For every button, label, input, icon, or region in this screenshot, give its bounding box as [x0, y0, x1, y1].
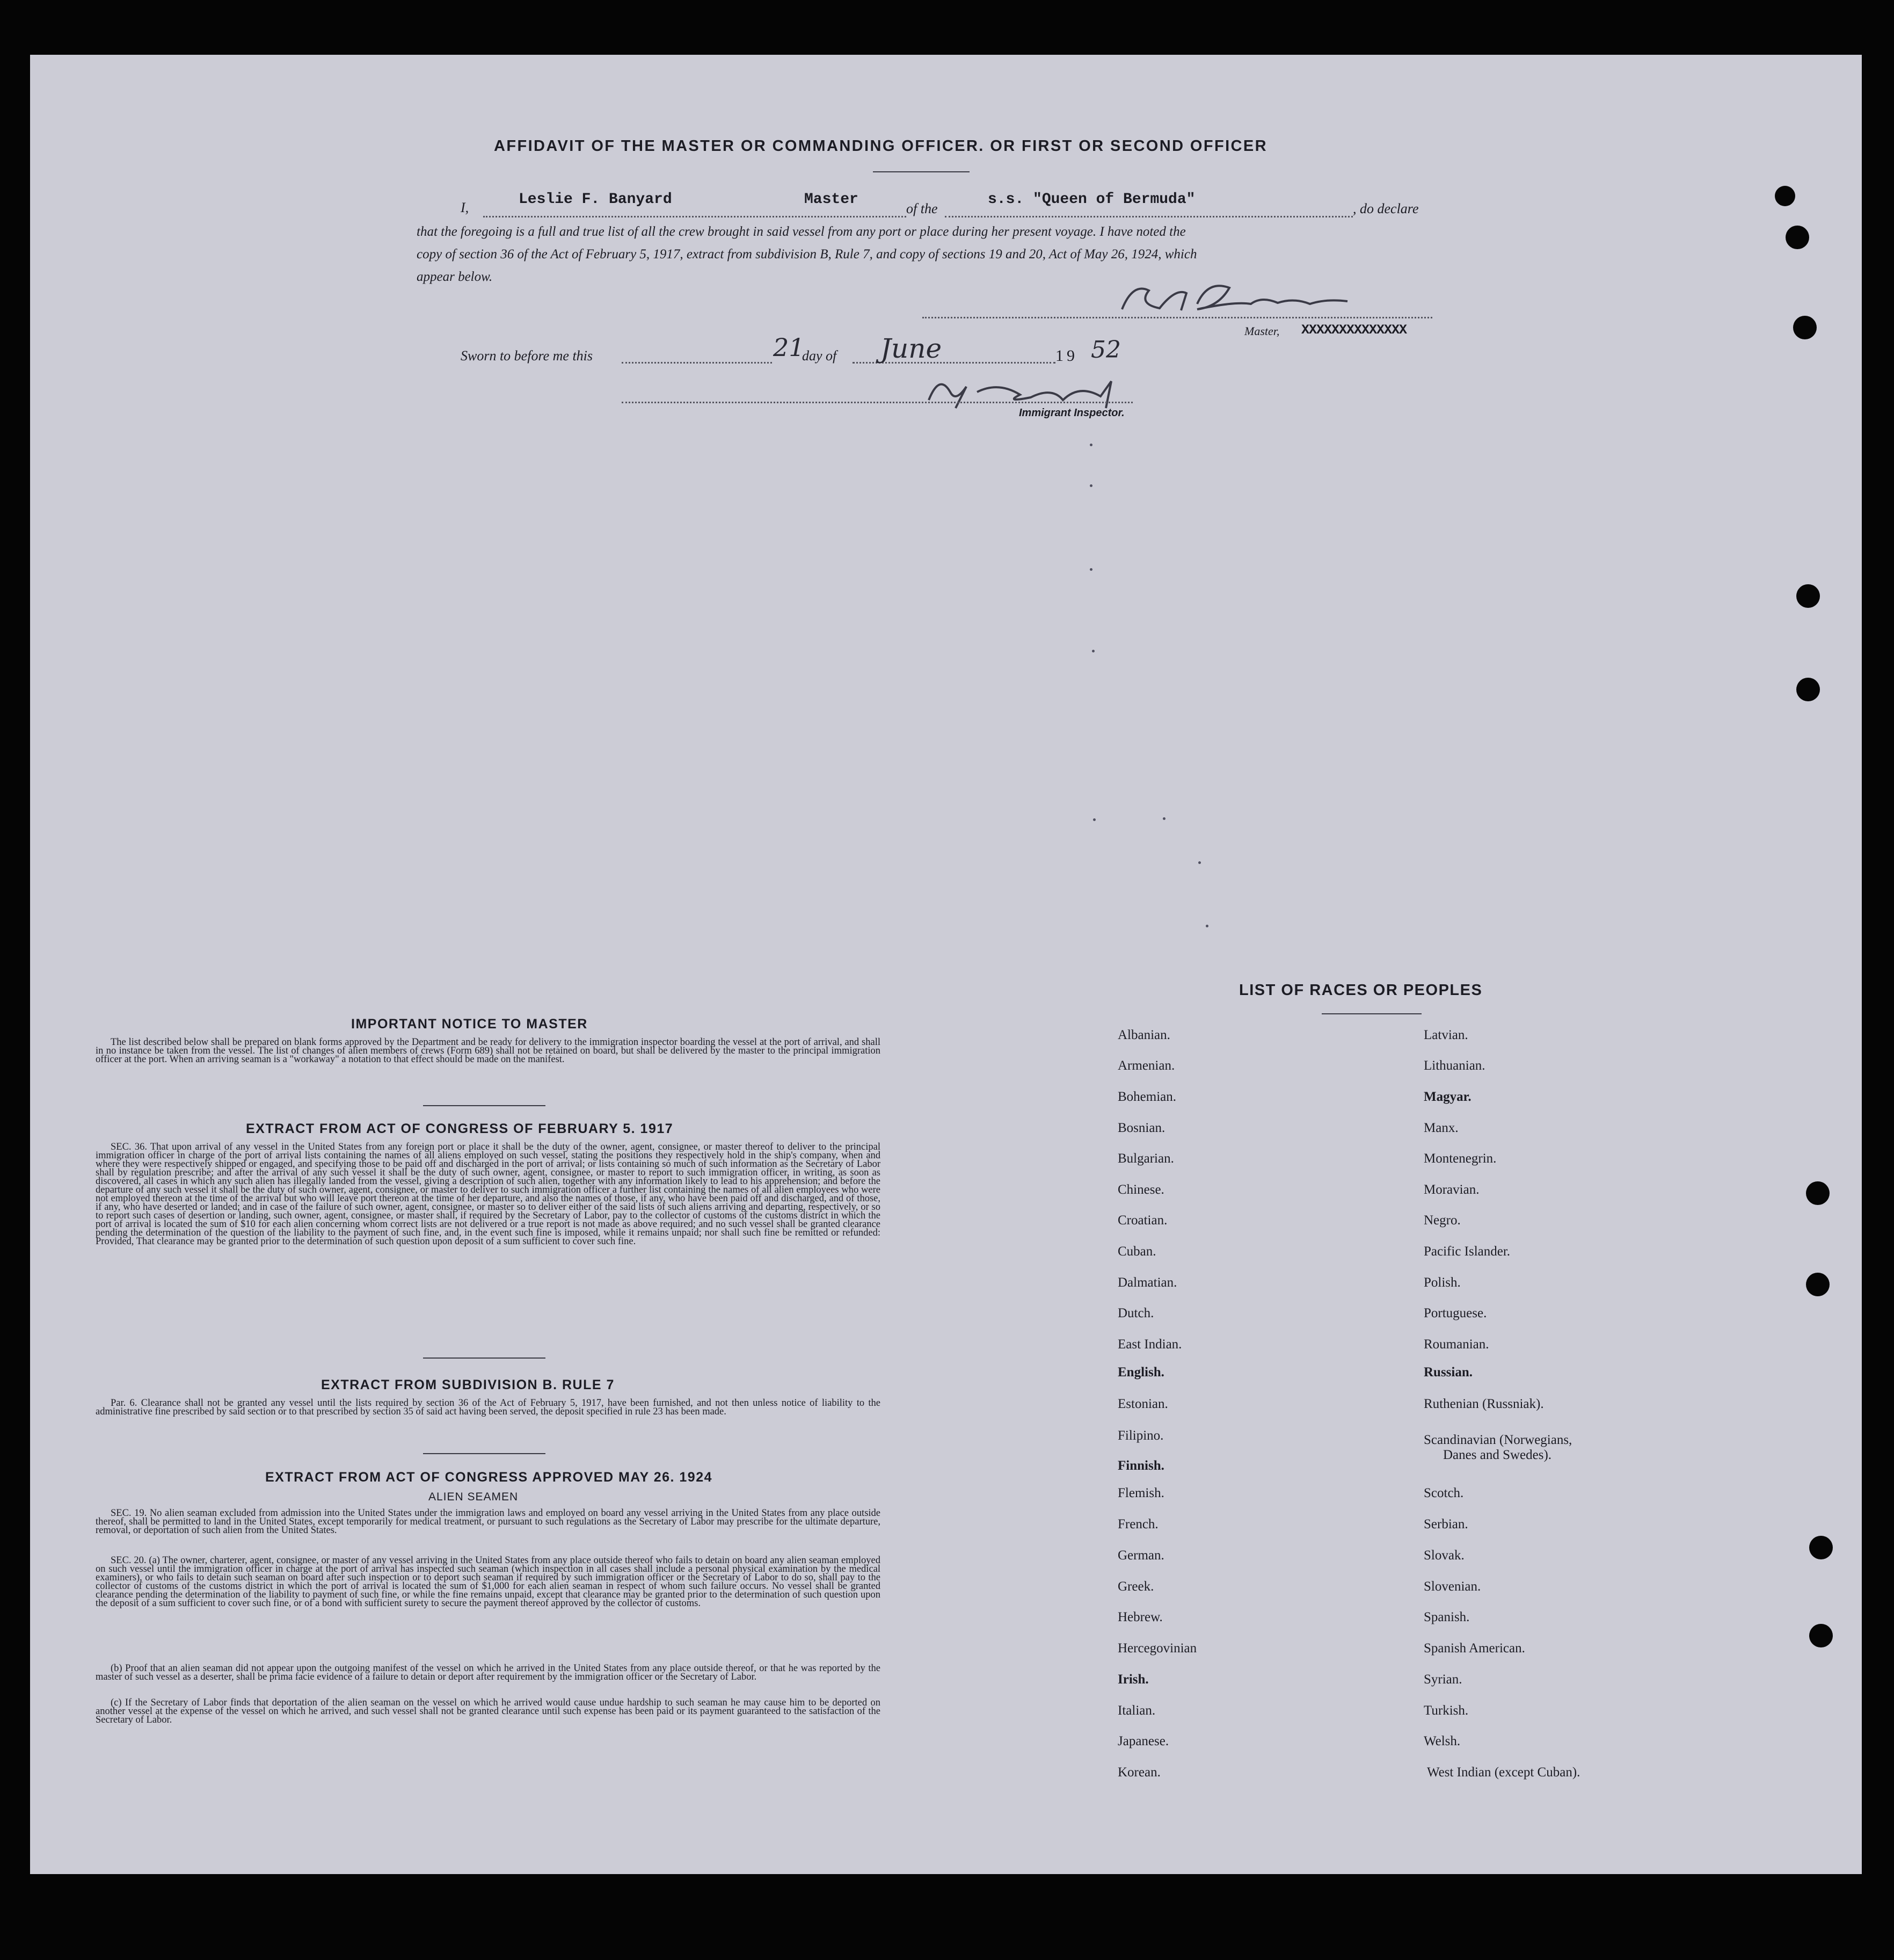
- sworn-month: June: [880, 333, 942, 364]
- act1924-sec20b: (b) Proof that an alien seaman did not appear upon the outgoing manifest of the vessel on which he arrived in the United States from any place outside thereof, or that he was reported by the master of such vessel as a deserter, shall be prima facie evidence of a failure to detain or deport after requirement by the immigration officer or the Secretary of Labor.: [96, 1663, 880, 1682]
- binder-hole: [1796, 584, 1820, 608]
- master-caption: Master,: [1244, 324, 1280, 338]
- act1917-text: SEC. 36. That upon arrival of any vessel in the United States from any foreign port or place it shall be the duty of the owner, agent, consignee, or master thereof to deliver to the principal immigration officer in charge of the port of arrival lists containing the names of all aliens employed on such vessel, stating the positions they respectively hold in the ship's company, when and where they were respectively shipped or engaged, and specifying those to be paid off and discharged in the port of arrival; or lists containing so much of such information as the Secretary of Labor shall by regulation prescribe; and after the arrival of any such vessel it shall be the duty of such owner, agent, consignee, or master to report to such immigration officer, in writing, as soon as discovered, all cases in which any such alien has illegally landed from the vessel, giving a description of such alien, together with any information likely to lead to his apprehension; and before the departure of any such vessel it shall be the duty of such owner, agent, consignee, or master to deliver to such immigration officer a further list containing the names of all alien employees who were not employed thereon at the time of the arrival but who will leave port thereon at the time of her departure, and also the names of those, if any, who have been paid off and discharged, and of those, if any, who have deserted or landed; and in case of the failure of such owner, agent, consignee, or master so to deliver either of the said lists of such aliens arriving and departing, respectively, or so to report such cases of desertion or landing, such owner, agent, consignee, or master shall, if required by the Secretary of Labor, pay to the collector of customs of the customs district in which the port of arrival is located the sum of $10 for each alien concerning whom correct lists are not delivered or a true report is not made as above required; and no such vessel shall be granted clearance pending the determination of the question of the liability to the payment of such fine, and, in the event such fine is imposed, while it remains unpaid; nor shall such fine be remitted or refunded: Provided, That clearance may be granted prior to the determination of such question upon deposit of a sum sufficient to cover such fine.: [96, 1142, 880, 1247]
- race-item: Japanese.: [1118, 1734, 1169, 1748]
- race-item: Latvian.: [1424, 1028, 1468, 1042]
- binder-hole: [1796, 678, 1820, 701]
- speck: [1093, 818, 1096, 821]
- binder-hole: [1786, 226, 1809, 249]
- race-item: Greek.: [1118, 1579, 1154, 1594]
- race-item: Hercegovinian: [1118, 1641, 1197, 1656]
- race-item: Hebrew.: [1118, 1610, 1163, 1624]
- inspector-caption: Immigrant Inspector.: [1019, 407, 1125, 419]
- races-divider: [1322, 1013, 1422, 1014]
- do-declare-label: , do declare: [1353, 201, 1419, 216]
- binder-hole: [1775, 186, 1795, 206]
- race-item: Filipino.: [1118, 1428, 1164, 1443]
- race-item: Turkish.: [1424, 1703, 1469, 1718]
- race-item: Montenegrin.: [1424, 1151, 1497, 1166]
- affidavit-line-1: that the foregoing is a full and true list of all the crew brought in said vessel from any port or place during her present voyage. I have noted the: [417, 224, 1186, 239]
- race-item: Bosnian.: [1118, 1121, 1165, 1135]
- sworn-day-line: [622, 362, 772, 364]
- race-item: Scotch.: [1424, 1486, 1464, 1500]
- race-item: Albanian.: [1118, 1028, 1170, 1042]
- act1924-title: EXTRACT FROM ACT OF CONGRESS APPROVED MAY 26. 1924: [265, 1470, 713, 1485]
- race-item: Estonian.: [1118, 1397, 1168, 1411]
- struck-titles: XXXXXXXXXXXXXX: [1301, 322, 1407, 338]
- binder-hole: [1809, 1624, 1833, 1647]
- name-line: [483, 216, 906, 217]
- vessel-line: [945, 216, 1353, 217]
- race-item: Bulgarian.: [1118, 1151, 1174, 1166]
- race-item: Flemish.: [1118, 1486, 1164, 1500]
- notice-title: IMPORTANT NOTICE TO MASTER: [351, 1017, 588, 1032]
- race-item: Irish.: [1118, 1672, 1149, 1687]
- race-item: Welsh.: [1424, 1734, 1461, 1748]
- speck: [1090, 484, 1092, 487]
- master-name: Leslie F. Banyard: [519, 191, 672, 208]
- race-item: Dalmatian.: [1118, 1275, 1177, 1290]
- section-divider: [423, 1453, 545, 1454]
- declarant-pronoun: I,: [461, 200, 469, 215]
- speck: [1092, 650, 1095, 652]
- race-item: Polish.: [1424, 1275, 1461, 1290]
- race-item: Slovak.: [1424, 1548, 1465, 1563]
- race-item: Moravian.: [1424, 1182, 1480, 1197]
- year-prefix: 19: [1055, 347, 1078, 365]
- title-divider: [873, 171, 970, 172]
- race-item: Spanish.: [1424, 1610, 1470, 1624]
- race-item: Italian.: [1118, 1703, 1156, 1718]
- race-item: Scandinavian (Norwegians,: [1424, 1433, 1572, 1447]
- race-item: East Indian.: [1118, 1337, 1182, 1352]
- affidavit-line-3: appear below.: [417, 270, 493, 284]
- binder-hole: [1793, 316, 1817, 339]
- vessel-name: s.s. "Queen of Bermuda": [988, 191, 1196, 208]
- race-item: Slovenian.: [1424, 1579, 1481, 1594]
- race-item: Chinese.: [1118, 1182, 1164, 1197]
- race-item: Dutch.: [1118, 1306, 1154, 1320]
- act1917-title: EXTRACT FROM ACT OF CONGRESS OF FEBRUARY 5. 1917: [246, 1121, 674, 1136]
- race-item: Russian.: [1424, 1365, 1473, 1380]
- binder-hole: [1806, 1273, 1830, 1296]
- race-item: Serbian.: [1424, 1517, 1468, 1531]
- binder-hole: [1809, 1536, 1833, 1559]
- race-item: English.: [1118, 1365, 1164, 1380]
- race-item: Danes and Swedes).: [1443, 1448, 1552, 1462]
- section-divider: [423, 1358, 545, 1359]
- speck: [1206, 925, 1208, 927]
- race-item: Syrian.: [1424, 1672, 1462, 1687]
- section-divider: [423, 1105, 545, 1106]
- sworn-prefix: Sworn to before me this: [461, 348, 593, 364]
- race-item: West Indian (except Cuban).: [1427, 1765, 1580, 1780]
- race-item: Magyar.: [1424, 1090, 1472, 1104]
- race-item: Portuguese.: [1424, 1306, 1487, 1320]
- speck: [1090, 444, 1092, 446]
- binder-hole: [1806, 1181, 1830, 1205]
- races-title: LIST OF RACES OR PEOPLES: [1239, 982, 1483, 999]
- position: Master: [804, 191, 858, 208]
- race-item: Armenian.: [1118, 1058, 1175, 1073]
- master-signature: [1117, 277, 1364, 320]
- inspector-signature-line: [622, 402, 1133, 403]
- speck: [1090, 568, 1092, 571]
- day-of-label: day of: [802, 348, 837, 364]
- race-item: Roumanian.: [1424, 1337, 1489, 1352]
- race-item: Spanish American.: [1424, 1641, 1525, 1656]
- affidavit-title: AFFIDAVIT OF THE MASTER OR COMMANDING OFFICER. OR FIRST OR SECOND OFFICER: [494, 137, 1267, 155]
- race-item: Lithuanian.: [1424, 1058, 1485, 1073]
- race-item: Ruthenian (Russniak).: [1424, 1397, 1544, 1411]
- act1924-sec20c: (c) If the Secretary of Labor finds that deportation of the alien seaman on the vessel on which he arrived would cause undue hardship to such seaman he may cause him to be deported on another vessel at the expense of the vessel on which he arrived, and such vessel shall not be granted clearance until such expense has been paid or its payment guaranteed to the satisfaction of the Secretary of Labor.: [96, 1697, 880, 1725]
- race-item: Bohemian.: [1118, 1090, 1177, 1104]
- rule7-title: EXTRACT FROM SUBDIVISION B. RULE 7: [321, 1377, 615, 1392]
- act1924-sec20a: SEC. 20. (a) The owner, charterer, agent, consignee, or master of any vessel arriving in the United States from any place outside thereof who fails to detain on board any alien seaman employed on such vessel until the immigration officer in charge at the port of arrival has inspected such seaman (which inspection in all cases shall include a personal physical examination by the medical examiners), or who fails to detain such seaman on board after such inspection or to deport such seaman if required by such immigration officer or the Secretary of Labor to do so, shall pay to the collector of customs of the customs district in which the port of arrival is located the sum of $1,000 for each alien seaman in respect of whom such failure occurs. No vessel shall be granted clearance pending the determination of the liability to payment of such fine, or while the fine remains unpaid, except that clearance may be granted prior to the determination of such question upon the deposit of a sum sufficient to cover such fine, or of a bond with sufficient surety to secure the payment thereof approved by the collector of customs.: [96, 1555, 880, 1609]
- race-item: Manx.: [1424, 1121, 1459, 1135]
- year-suffix: 52: [1091, 336, 1121, 364]
- master-signature-line: [922, 317, 1432, 318]
- speck: [1198, 861, 1201, 864]
- race-item: Cuban.: [1118, 1244, 1156, 1259]
- sworn-day: 21: [773, 333, 805, 362]
- act1924-sec19: SEC. 19. No alien seaman excluded from admission into the United States under the immigration laws and employed on board any vessel arriving in the United States from any place outside thereof, shall be permitted to land in the United States, except temporarily for medical treatment, or pursuant to such regulations as the Secretary of Labor may prescribe for the ultimate departure, removal, or deportation of such alien from the United States.: [96, 1508, 880, 1536]
- rule7-text: Par. 6. Clearance shall not be granted any vessel until the lists required by section 36 of the Act of February 5, 1917, have been furnished, and not then unless notice of liability to the administrative fine prescribed by said section or to that prescribed by section 35 of said act having been served, the deposit specified in rule 23 has been made.: [96, 1398, 880, 1417]
- race-item: Croatian.: [1118, 1213, 1168, 1228]
- race-item: Pacific Islander.: [1424, 1244, 1511, 1259]
- race-item: French.: [1118, 1517, 1159, 1531]
- race-item: Finnish.: [1118, 1458, 1164, 1473]
- race-item: Korean.: [1118, 1765, 1161, 1780]
- race-item: Negro.: [1424, 1213, 1461, 1228]
- of-the-label: of the: [906, 201, 938, 216]
- notice-text: The list described below shall be prepared on blank forms approved by the Department and be ready for delivery to the immigration inspector boarding the vessel at the port of arrival, and shall in no instance be taken from the vessel. The list of changes of alien members of crews (Form 689) shall not be retained on board, but shall be delivered by the master to the principal immigration officer at the port. When an arriving seaman is a "workaway" a notation to that effect should be made on the manifest.: [96, 1037, 880, 1065]
- act1924-subtitle: ALIEN SEAMEN: [428, 1491, 519, 1503]
- affidavit-line-2: copy of section 36 of the Act of February 5, 1917, extract from subdivision B, Rule 7, and copy of sections 19 and 20, Act of May 26, 1924, which: [417, 247, 1197, 262]
- speck: [1163, 817, 1165, 820]
- race-item: German.: [1118, 1548, 1164, 1563]
